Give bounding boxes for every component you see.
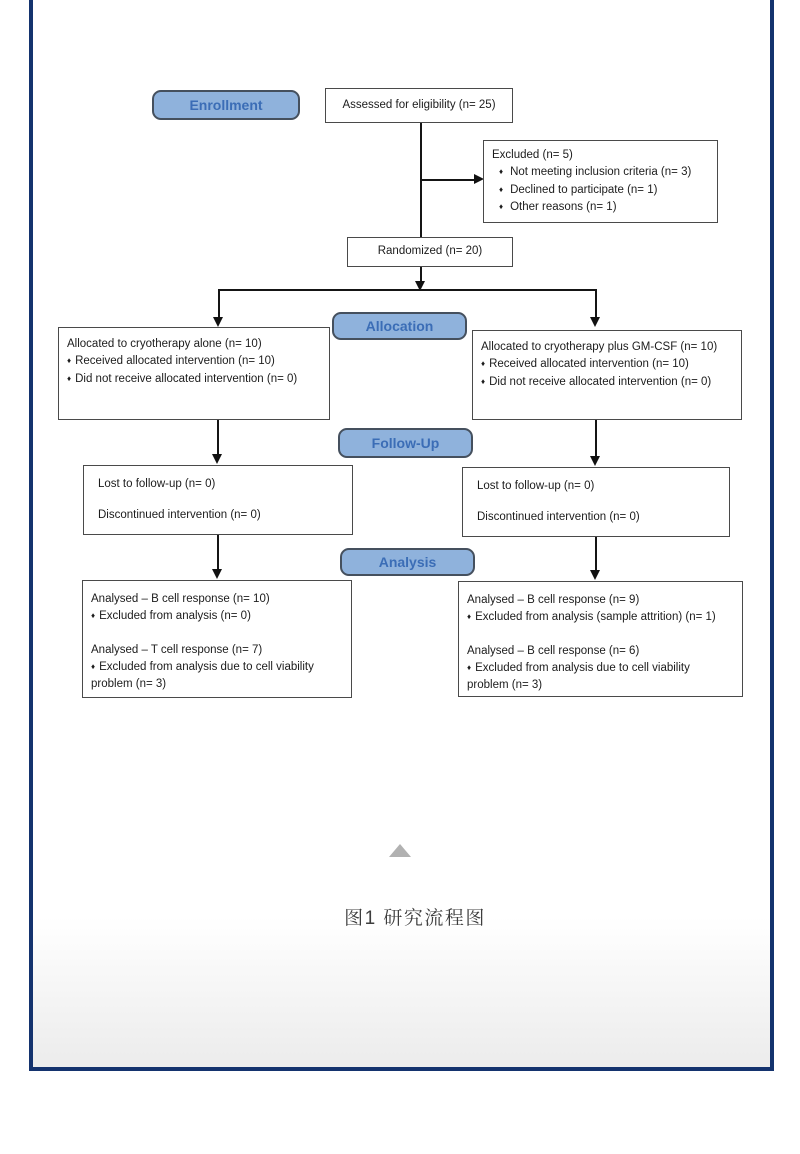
bullet-icon: ♦: [467, 662, 472, 672]
arrowhead-alloc-left-icon: [213, 317, 223, 327]
followup-left-line: Lost to follow-up (n= 0): [98, 478, 216, 490]
analysis-left-title: Analysed – B cell response (n= 10): [91, 593, 270, 605]
collapse-triangle-icon[interactable]: [389, 844, 411, 857]
analysis-left-bullet: ♦ Excluded from analysis due to cell viability problem (n= 3): [91, 660, 314, 690]
line-alloc-to-followup-left: [217, 420, 219, 455]
followup-right-line: Discontinued intervention (n= 0): [477, 511, 640, 524]
bullet-icon: ♦: [67, 373, 72, 383]
stage-label-analysis: [340, 548, 475, 576]
arrowhead-analysis-left-icon: [212, 569, 222, 579]
analysis-left-title: Analysed – T cell response (n= 7): [91, 643, 263, 656]
bullet-icon: ♦: [499, 167, 504, 177]
spacer: [467, 627, 734, 643]
arrowhead-analysis-right-icon: [590, 570, 600, 580]
bullet-icon: ♦: [481, 376, 486, 386]
excluded-title: Excluded (n= 5): [492, 149, 573, 161]
assessed-box: [325, 88, 513, 123]
analysis-right-title: Analysed – B cell response (n= 6): [467, 644, 640, 657]
arrowhead-alloc-right-icon: [590, 317, 600, 327]
excluded-bullet: ♦ Declined to participate (n= 1): [499, 183, 658, 196]
spacer: [91, 626, 343, 642]
allocation-left-title: Allocated to cryotherapy alone (n= 10): [67, 338, 262, 350]
spacer: [98, 493, 344, 507]
arrowhead-followup-right-icon: [590, 456, 600, 466]
followup-left-line: Discontinued intervention (n= 0): [98, 509, 261, 522]
line-followup-to-analysis-right: [595, 537, 597, 571]
bullet-icon: ♦: [481, 359, 486, 369]
stage-label-enrollment-text: Enrollment: [189, 97, 263, 113]
allocation-left-box: [58, 327, 330, 420]
stage-label-followup: [338, 428, 473, 458]
line-branch-excluded: [421, 179, 475, 181]
analysis-right-bullet: ♦ Excluded from analysis (sample attrition) (n= 1): [467, 611, 716, 624]
allocation-left-bullet: ♦ Received allocated intervention (n= 10): [67, 355, 275, 368]
excluded-bullet: ♦ Other reasons (n= 1): [499, 200, 617, 213]
bullet-icon: ♦: [91, 611, 96, 621]
allocation-right-title: Allocated to cryotherapy plus GM-CSF (n= 10): [481, 341, 718, 353]
spacer: [477, 495, 721, 509]
excluded-bullet: ♦ Not meeting inclusion criteria (n= 3): [499, 166, 692, 179]
stage-label-allocation: [332, 312, 467, 340]
followup-left-box: [83, 465, 353, 535]
randomized-box: [347, 237, 513, 267]
followup-right-box: [462, 467, 730, 537]
line-split-left: [218, 289, 220, 318]
analysis-right-title: Analysed – B cell response (n= 9): [467, 594, 640, 606]
line-split-right: [595, 289, 597, 318]
stage-label-enrollment: [152, 90, 300, 120]
bullet-icon: ♦: [467, 612, 472, 622]
assessed-text: Assessed for eligibility (n= 25): [342, 98, 496, 111]
randomized-text: Randomized (n= 20): [377, 245, 483, 258]
bullet-icon: ♦: [499, 201, 504, 211]
followup-right-line: Lost to follow-up (n= 0): [477, 480, 595, 492]
analysis-left-bullet: ♦ Excluded from analysis (n= 0): [91, 610, 251, 623]
excluded-box: [483, 140, 718, 223]
line-followup-to-analysis-left: [217, 535, 219, 570]
line-alloc-to-followup-right: [595, 420, 597, 457]
arrowhead-followup-left-icon: [212, 454, 222, 464]
line-split-horizontal: [219, 289, 597, 291]
figure-caption: 图1 研究流程图: [344, 908, 486, 929]
bullet-icon: ♦: [91, 661, 96, 671]
bullet-icon: ♦: [67, 356, 72, 366]
allocation-left-bullet: ♦ Did not receive allocated intervention (n= 0): [67, 372, 298, 385]
analysis-left-box: [82, 580, 352, 698]
allocation-right-bullet: ♦ Did not receive allocated intervention (n= 0): [481, 375, 712, 388]
analysis-right-bullet: ♦ Excluded from analysis due to cell viability problem (n= 3): [467, 661, 690, 691]
allocation-right-box: [472, 330, 742, 420]
bullet-icon: ♦: [499, 184, 504, 194]
stage-label-followup-text: Follow-Up: [371, 435, 440, 451]
allocation-right-bullet: ♦ Received allocated intervention (n= 10): [481, 358, 689, 371]
stage-label-analysis-text: Analysis: [378, 554, 437, 570]
analysis-right-box: [458, 581, 743, 697]
stage-label-allocation-text: Allocation: [365, 318, 434, 334]
